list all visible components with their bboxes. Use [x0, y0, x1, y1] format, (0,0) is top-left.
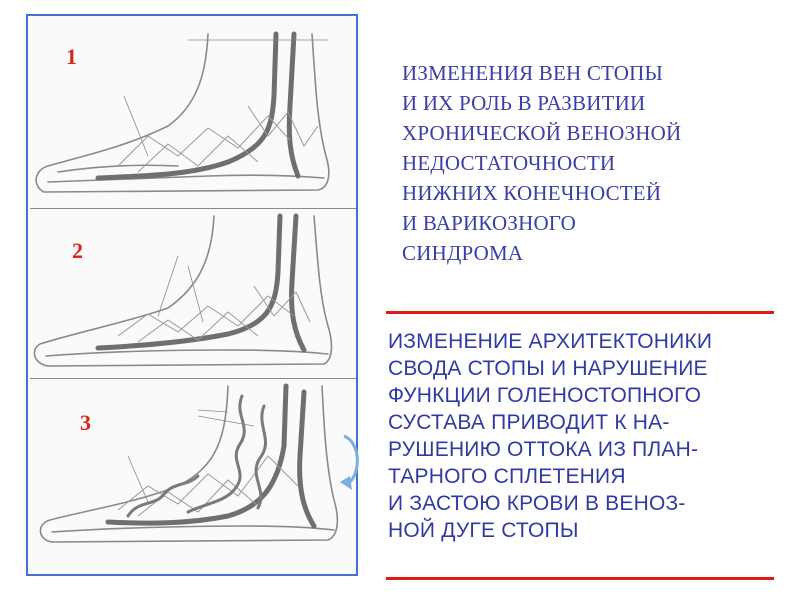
description-line: ТАРНОГО СПЛЕТЕНИЯ — [388, 465, 626, 488]
description-text — [388, 328, 792, 544]
description-line: ИЗМЕНЕНИЕ АРХИТЕКТОНИКИ — [388, 330, 713, 353]
description-line: НОЙ ДУГЕ СТОПЫ — [388, 519, 579, 542]
title-line: ИЗМЕНЕНИЯ ВЕН СТОПЫ — [402, 61, 664, 85]
title-line: НИЖНИХ КОНЕЧНОСТЕЙ — [402, 181, 662, 205]
red-divider-bottom — [386, 577, 774, 580]
title-line: СИНДРОМА — [402, 241, 524, 265]
title-line: И ВАРИКОЗНОГО — [402, 211, 576, 235]
description-line: РУШЕНИЮ ОТТОКА ИЗ ПЛАН- — [388, 438, 699, 461]
panel-number-2: 2 — [72, 238, 83, 263]
slide-title — [402, 58, 782, 268]
description-line: И ЗАСТОЮ КРОВИ В ВЕНОЗ- — [388, 492, 686, 515]
description-line: ФУНКЦИИ ГОЛЕНОСТОПНОГО — [388, 384, 702, 407]
panel-number-3: 3 — [80, 410, 91, 435]
red-divider-top — [386, 311, 774, 314]
title-line: И ИХ РОЛЬ В РАЗВИТИИ — [402, 91, 646, 115]
foot-drawing-1 — [36, 34, 329, 192]
description-line: СУСТАВА ПРИВОДИТ К НА- — [388, 411, 670, 434]
panel-number-1: 1 — [66, 44, 77, 69]
description-line: СВОДА СТОПЫ И НАРУШЕНИЕ — [388, 357, 708, 380]
foot-veins-illustration — [28, 16, 358, 576]
curved-arrow-icon — [336, 432, 362, 496]
title-line: ХРОНИЧЕСКОЙ ВЕНОЗНОЙ — [402, 121, 682, 145]
title-line: НЕДОСТАТОЧНОСТИ — [402, 151, 616, 175]
